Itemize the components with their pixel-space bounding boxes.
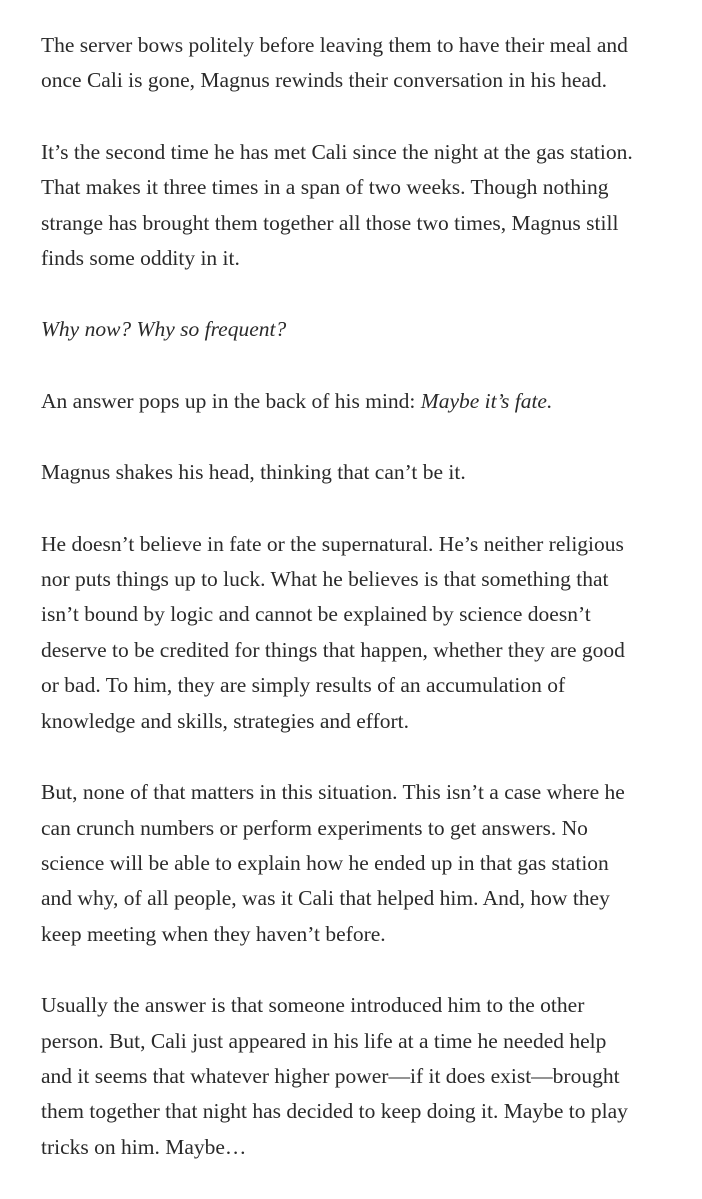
text-line: strange has brought them together all those two times, Magnus still — [41, 210, 619, 235]
text-line: them together that night has decided to keep doing it. Maybe to play — [41, 1099, 628, 1124]
text-line: isn’t bound by logic and cannot be explained by science doesn’t — [41, 602, 591, 627]
text-line: He doesn’t believe in fate or the supernatural. He’s neither religious — [41, 531, 624, 556]
paragraph-server-leaves — [41, 28, 662, 99]
text-lead: An answer pops up in the back of his mind: — [41, 388, 421, 413]
paragraph-second-meeting — [41, 135, 662, 277]
text-line: tricks on him. Maybe… — [41, 1134, 247, 1159]
paragraph-beliefs — [41, 527, 662, 739]
text-line: science will be able to explain how he ended up in that gas station — [41, 850, 609, 875]
text-line: person. But, Cali just appeared in his life at a time he needed help — [41, 1028, 607, 1053]
text-line: or bad. To him, they are simply results of an accumulation of — [41, 673, 566, 698]
text-line: knowledge and skills, strategies and effort. — [41, 708, 409, 733]
text-line: and why, of all people, was it Cali that helped him. And, how they — [41, 886, 610, 911]
paragraph-inner-thought — [41, 312, 662, 347]
text-emphasis: Maybe it’s fate. — [420, 388, 553, 413]
paragraph-higher-power — [41, 988, 662, 1165]
text-line: and it seems that whatever higher power—if it does exist—brought — [41, 1063, 620, 1088]
paragraph-answer-fate — [41, 384, 662, 419]
text-line: That makes it three times in a span of two weeks. Though nothing — [41, 175, 609, 200]
text-line: Magnus shakes his head, thinking that can’t be it. — [41, 460, 466, 485]
text-line: nor puts things up to luck. What he believes is that something that — [41, 567, 609, 592]
text-line: keep meeting when they haven’t before. — [41, 921, 386, 946]
text-line: deserve to be credited for things that happen, whether they are good — [41, 637, 625, 662]
text-line: Why now? Why so frequent? — [41, 317, 287, 342]
paragraph-situation — [41, 775, 662, 952]
text-line: once Cali is gone, Magnus rewinds their conversation in his head. — [41, 68, 608, 93]
text-line: It’s the second time he has met Cali since the night at the gas station. — [41, 139, 633, 164]
text-line: Usually the answer is that someone introduced him to the other — [41, 993, 585, 1018]
text-line: The server bows politely before leaving them to have their meal and — [41, 33, 628, 57]
text-line: But, none of that matters in this situation. This isn’t a case where he — [41, 780, 625, 805]
text-line: can crunch numbers or perform experiments to get answers. No — [41, 815, 588, 840]
paragraph-shakes-head — [41, 455, 662, 490]
text-line: finds some oddity in it. — [41, 246, 240, 271]
